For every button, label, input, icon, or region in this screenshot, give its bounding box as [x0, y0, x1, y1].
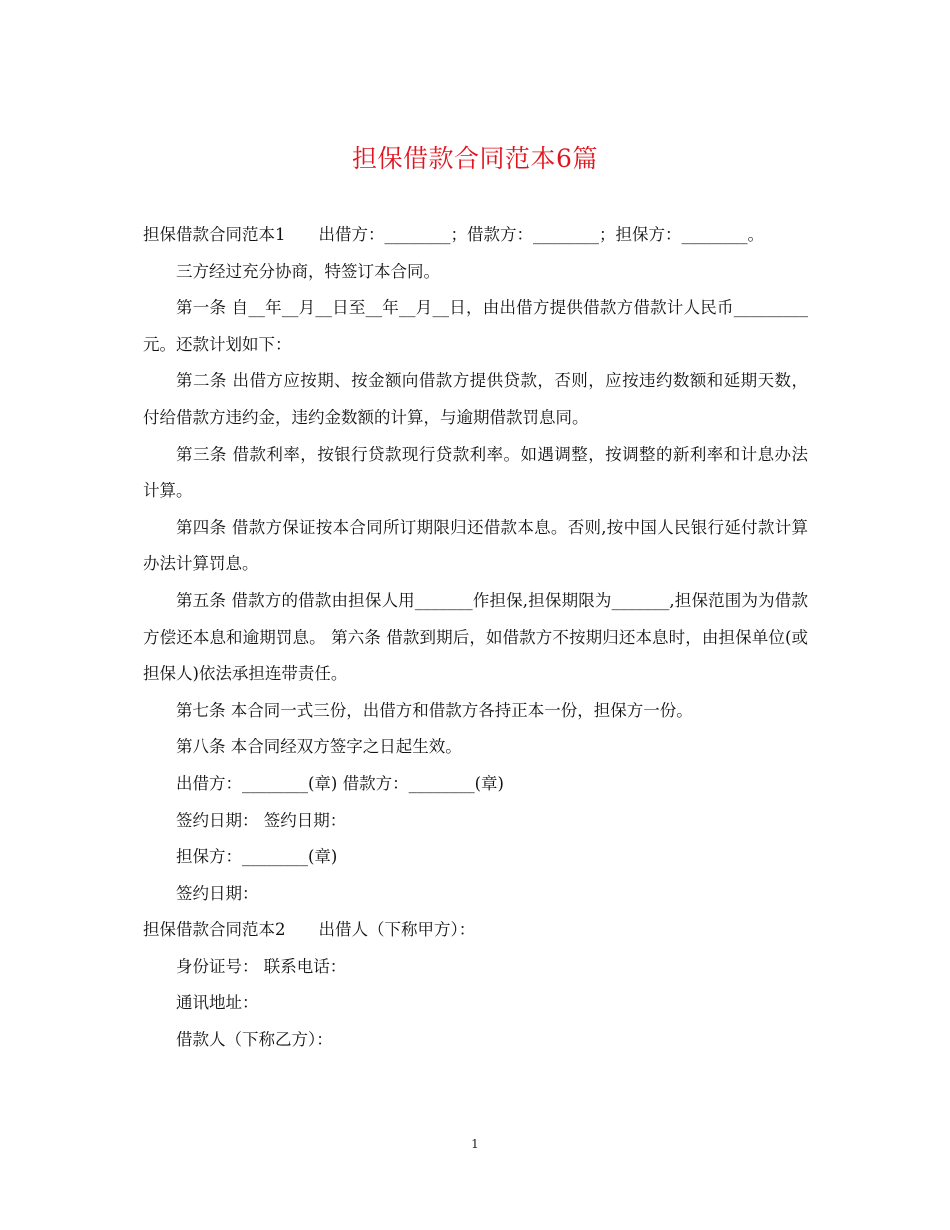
document-body: [143, 217, 808, 1059]
paragraph-10: 签约日期： 签约日期：: [176, 810, 347, 830]
paragraph-16: 借款人（下称乙方）：: [176, 1030, 333, 1050]
document-title: 担保借款合同范本6篇: [352, 144, 598, 173]
paragraph-0: 担保借款合同范本1 出借方：________；借款方：________；担保方：________。: [143, 225, 764, 244]
paragraph-2: 第一条 自__年__月__日至__年__月__日，由出借方提供借款方借款计人民币_________元。还款计划如下：: [143, 298, 808, 354]
paragraph-5: 第四条 借款方保证按本合同所订期限归还借款本息。否则,按中国人民银行延付款计算办法计算罚息。: [143, 517, 808, 574]
paragraph-14: 身份证号： 联系电话：: [176, 956, 347, 976]
paragraph-3: 第二条 出借方应按期、按金额向借款方提供贷款，否则，应按违约数额和延期天数，付给借款方违约金，违约金数额的计算，与逾期借款罚息同。: [143, 371, 808, 427]
paragraph-9: 出借方：________(章) 借款方：________(章): [176, 773, 504, 793]
paragraph-12: 签约日期：: [176, 883, 259, 903]
paragraph-8: 第八条 本合同经双方签字之日起生效。: [176, 737, 462, 757]
paragraph-11: 担保方：________(章): [176, 847, 338, 867]
paragraph-1: 三方经过充分协商，特签订本合同。: [176, 261, 440, 281]
paragraph-6: 第五条 借款方的借款由担保人用_______作担保,担保期限为_______,担保范围为为借款方偿还本息和逾期罚息。 第六条 借款到期后，如借款方不按期归还本息时，由担保单位(或担保人)依法承担连带责任。: [143, 590, 808, 684]
paragraph-4: 第三条 借款利率，按银行贷款现行贷款利率。如遇调整，按调整的新利率和计息办法计算。: [143, 444, 808, 501]
paragraph-7: 第七条 本合同一式三份，出借方和借款方各持正本一份，担保方一份。: [176, 700, 693, 720]
page-number: 1: [471, 1137, 479, 1151]
paragraph-15: 通讯地址：: [176, 993, 259, 1013]
paragraph-13: 担保借款合同范本2 出借人（下称甲方）：: [143, 920, 476, 940]
